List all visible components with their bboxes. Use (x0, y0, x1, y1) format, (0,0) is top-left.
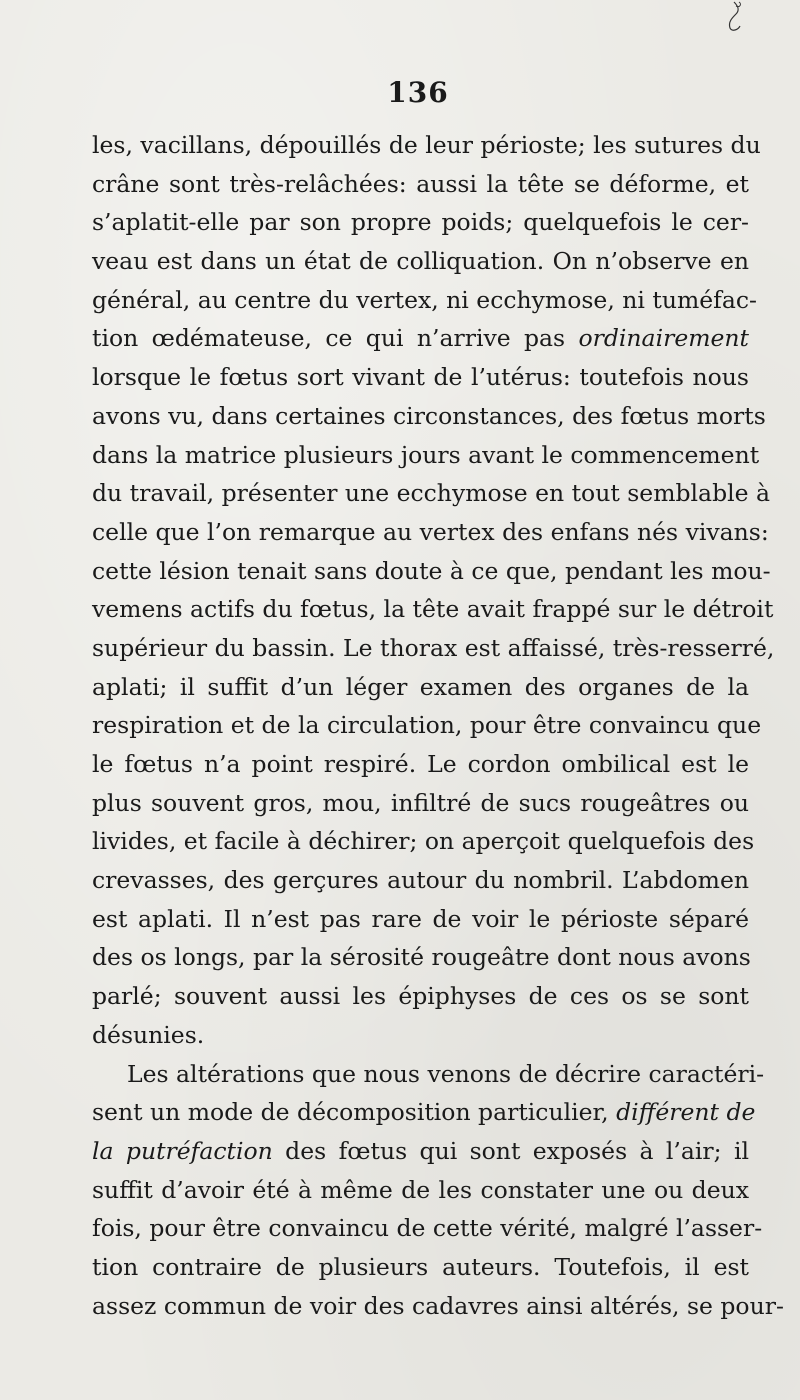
text-segment: vemens actifs du fœtus, la tête avait frappé sur le détroit (92, 595, 774, 624)
text-segment: lorsque le fœtus sort vivant de l’utérus: toutefois nous (92, 363, 749, 392)
text-segment: crevasses, des gerçures autour du nombril. L’abdomen (92, 866, 749, 895)
text-segment: respiration et de la circulation, pour être convaincu que (92, 711, 762, 740)
text-line (92, 1287, 784, 1326)
text-segment: tion contraire de plusieurs auteurs. Toutefois, il est (92, 1252, 749, 1281)
text-line (92, 358, 749, 397)
text-line (92, 1132, 749, 1171)
text-segment: plus souvent gros, mou, infiltré de sucs rougeâtres ou (92, 788, 749, 817)
italic-text: différent de (616, 1098, 756, 1127)
text-segment: dans la matrice plusieurs jours avant le commencement (92, 440, 760, 469)
text-segment: est aplati. Il n’est pas rare de voir le périoste séparé (92, 904, 749, 933)
text-segment: suffit d’avoir été à même de les constater une ou deux (92, 1175, 749, 1204)
text-segment: fois, pour être convaincu de cette vérité, malgré l’asser- (92, 1214, 763, 1243)
text-line (92, 1055, 765, 1094)
text-line (92, 590, 774, 629)
pencil-mark-icon (712, 0, 752, 40)
text-line (92, 552, 771, 591)
text-segment: les, vacillans, dépouillés de leur périoste; les sutures du (92, 131, 761, 159)
text-line (92, 165, 749, 204)
text-segment: s’aplatit-elle par son propre poids; quelquefois le cer- (92, 208, 749, 237)
text-segment: tion œdémateuse, ce qui n’arrive pas (92, 324, 579, 353)
text-line (92, 1248, 749, 1287)
text-line (92, 203, 749, 242)
text-line (92, 706, 762, 745)
text-segment: veau est dans un état de colliquation. On n’observe en (92, 247, 749, 276)
text-segment: avons vu, dans certaines circonstances, des fœtus morts (92, 401, 766, 430)
text-line (92, 977, 749, 1016)
text-line (92, 668, 749, 707)
text-line (92, 1093, 756, 1132)
text-segment: crâne sont très-relâchées: aussi la tête se déforme, et (92, 169, 749, 198)
page-number: 136 (387, 76, 449, 109)
text-line (92, 126, 761, 165)
text-line (92, 1016, 749, 1055)
italic-text: ordinairement (578, 324, 749, 353)
text-line (92, 900, 749, 939)
text-segment: désunies. (92, 1020, 205, 1049)
text-line (92, 861, 749, 900)
text-segment: aplati; il suffit d’un léger examen des organes de la (92, 672, 749, 701)
text-line (92, 745, 749, 784)
text-line (92, 513, 769, 552)
text-segment: du travail, présenter une ecchymose en tout semblable à (92, 479, 771, 508)
text-line (92, 938, 749, 977)
text-line (92, 1171, 749, 1210)
text-segment: général, au centre du vertex, ni ecchymose, ni tuméfac- (92, 285, 757, 314)
text-line (92, 242, 749, 281)
text-segment: des fœtus qui sont exposés à l’air; il (272, 1136, 749, 1165)
text-segment: supérieur du bassin. Le thorax est affaissé, très-resserré, (92, 633, 775, 662)
text-segment: cette lésion tenait sans doute à ce que, pendant les mou- (92, 556, 771, 585)
text-segment: celle que l’on remarque au vertex des enfans nés vivans: (92, 517, 769, 546)
text-line (92, 629, 775, 668)
text-line (92, 474, 771, 513)
text-line (92, 319, 749, 358)
body-text (92, 126, 784, 1325)
text-segment: sent un mode de décomposition particulier, (92, 1098, 617, 1127)
text-segment: Les altérations que nous venons de décrire caractéri- (127, 1059, 765, 1088)
text-segment: livides, et facile à déchirer; on aperçoit quelquefois des (92, 827, 755, 856)
text-segment: parlé; souvent aussi les épiphyses de ces os se sont (92, 982, 749, 1011)
text-line (92, 784, 749, 823)
text-segment: assez commun de voir des cadavres ainsi altérés, se pour- (92, 1291, 784, 1320)
text-line (92, 281, 757, 320)
text-line (92, 436, 760, 475)
text-line (92, 397, 766, 436)
text-line (92, 1209, 763, 1248)
italic-text: la putréfaction (92, 1136, 273, 1165)
text-segment: le fœtus n’a point respiré. Le cordon ombilical est le (92, 750, 749, 778)
text-line (92, 822, 755, 861)
text-segment: des os longs, par la sérosité rougeâtre dont nous avons (92, 943, 751, 972)
